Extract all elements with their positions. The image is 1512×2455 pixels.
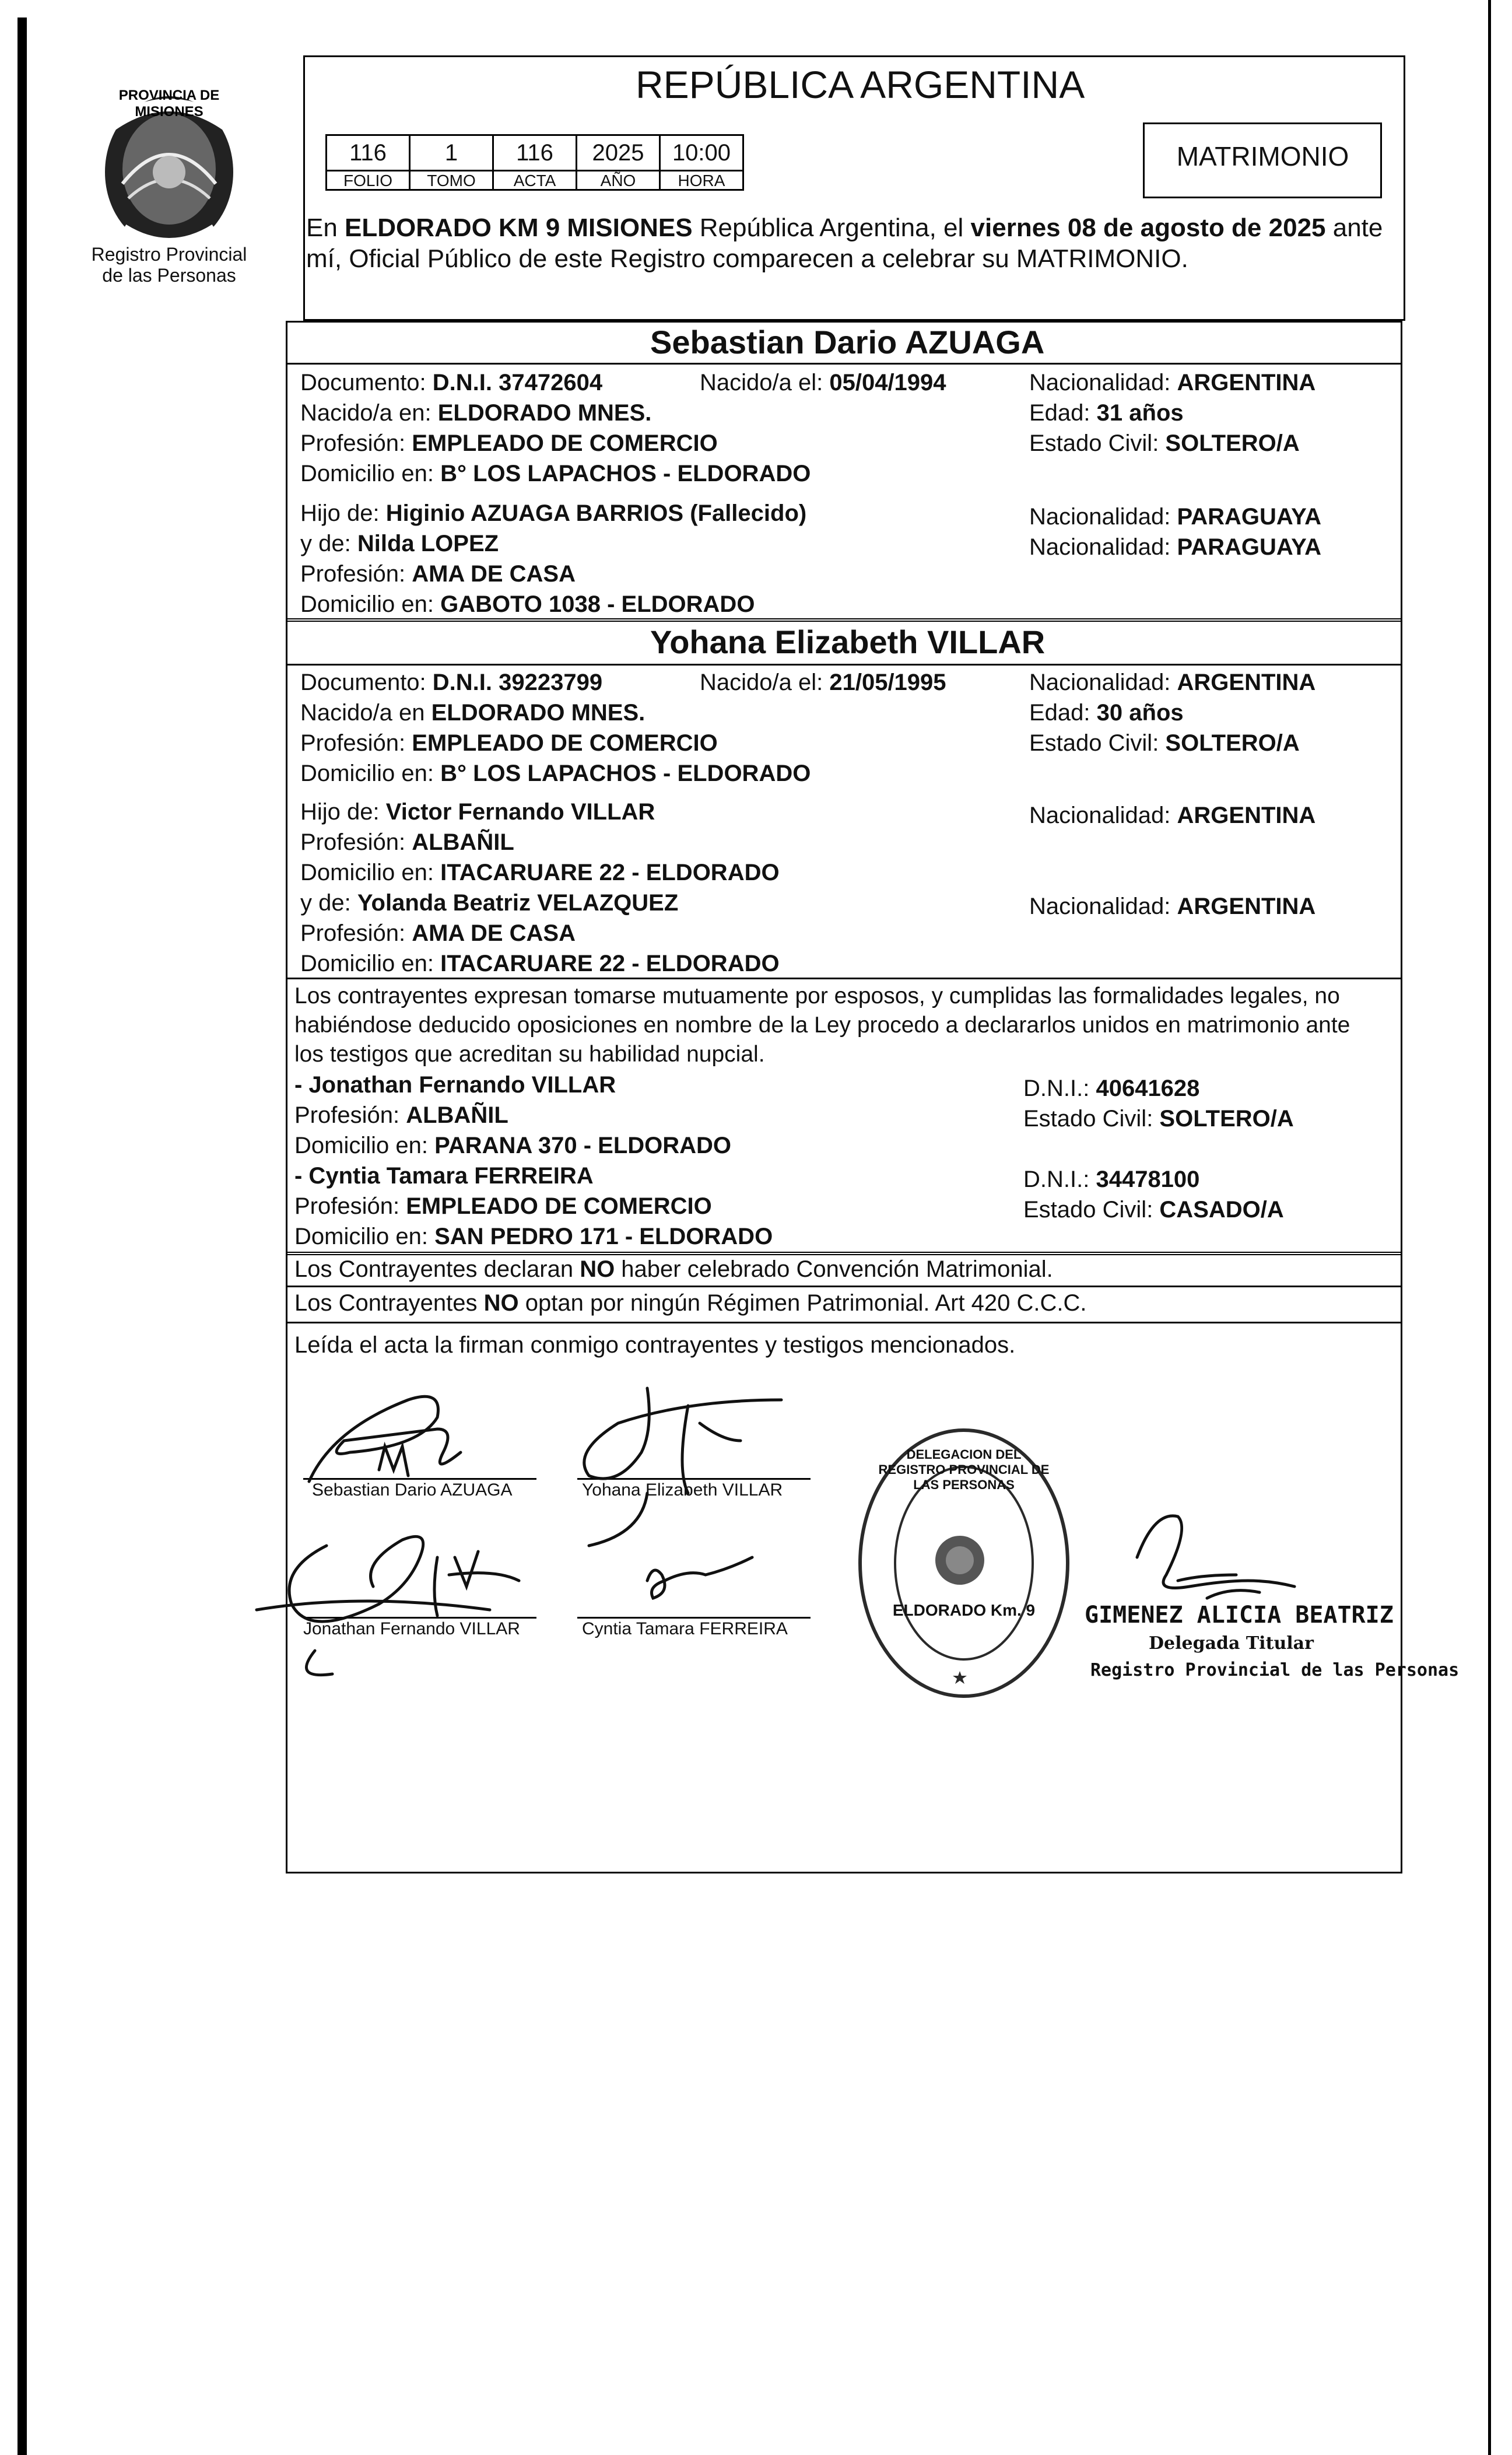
witness1-domicile: Domicilio en: PARANA 370 - ELDORADO	[294, 1133, 732, 1158]
spouse1-civil-status: Estado Civil: SOLTERO/A	[1029, 430, 1300, 456]
witness2-domicile: Domicilio en: SAN PEDRO 171 - ELDORADO	[294, 1224, 773, 1249]
spouse2-birth-date: Nacido/a el: 21/05/1995	[700, 670, 946, 695]
spouse1-nationality: Nacionalidad: ARGENTINA	[1029, 370, 1316, 395]
sig3-label: Jonathan Fernando VILLAR	[303, 1619, 520, 1638]
right-edge-line	[1488, 0, 1491, 2455]
meta-acta-label: ACTA	[492, 170, 577, 191]
spouse2-father-nationality: Nacionalidad: ARGENTINA	[1029, 803, 1316, 828]
witness2-dni: D.N.I.: 34478100	[1023, 1167, 1200, 1192]
meta-tomo-value: 1	[409, 134, 494, 171]
spouse1-mother: y de: Nilda LOPEZ	[300, 531, 499, 556]
spouse2-father-domicile: Domicilio en: ITACARUARE 22 - ELDORADO	[300, 860, 780, 885]
sig1-label: Sebastian Dario AZUAGA	[312, 1480, 513, 1500]
convention-mid-rule	[286, 1286, 1402, 1287]
official-signature-scribble	[1137, 1516, 1295, 1598]
doc-type: MATRIMONIO	[1176, 141, 1349, 171]
declaration-line-1: Los contrayentes expresan tomarse mutuamente por esposos, y cumplidas las formalidades legales, no	[294, 983, 1340, 1008]
spouse1-domicile: Domicilio en: B° LOS LAPACHOS - ELDORADO	[300, 461, 811, 486]
spouse2-domicile: Domicilio en: B° LOS LAPACHOS - ELDORADO	[300, 761, 811, 786]
sig1-scribble	[309, 1396, 461, 1482]
meta-hora-value: 10:00	[659, 134, 744, 171]
spouse1-parents-domicile: Domicilio en: GABOTO 1038 - ELDORADO	[300, 591, 755, 617]
convention-line-1: Los Contrayentes declaran NO haber celebrado Convención Matrimonial.	[294, 1256, 1053, 1282]
spouse2-mother: y de: Yolanda Beatriz VELAZQUEZ	[300, 890, 679, 916]
registry-line-2: de las Personas	[102, 265, 236, 286]
closing-text: Leída el acta la firman conmigo contrayentes y testigos mencionados.	[294, 1332, 1016, 1358]
declaration-line-2: habiéndose deducido oposiciones en nombre de la Ley procedo a declararlos unidos en matrimonio ante	[294, 1013, 1350, 1038]
spouse2-mother-domicile: Domicilio en: ITACARUARE 22 - ELDORADO	[300, 951, 780, 976]
witness2-name: - Cyntia Tamara FERREIRA	[294, 1163, 594, 1189]
spouse1-document: Documento: D.N.I. 37472604	[300, 370, 603, 395]
spouse2-birth-place: Nacido/a en ELDORADO MNES.	[300, 700, 646, 726]
stamp-outer-text: DELEGACION DEL REGISTRO PROVINCIAL DE LAS PERSONAS	[878, 1447, 1050, 1492]
spouse1-name: Sebastian Dario AZUAGA	[650, 324, 1045, 360]
witness1-name: - Jonathan Fernando VILLAR	[294, 1072, 616, 1098]
spouse1-birth-place: Nacido/a en: ELDORADO MNES.	[300, 400, 652, 426]
meta-tomo-label: TOMO	[409, 170, 494, 191]
spouse2-profession: Profesión: EMPLEADO DE COMERCIO	[300, 730, 718, 756]
spouse2-mother-profession: Profesión: AMA DE CASA	[300, 920, 576, 946]
spouse2-top-rule	[286, 618, 1402, 622]
sig2-scribble	[584, 1388, 781, 1493]
witness1-dni: D.N.I.: 40641628	[1023, 1076, 1200, 1101]
declaration-top-rule	[286, 978, 1402, 979]
sig2-label: Yohana Elizabeth VILLAR	[582, 1480, 783, 1500]
spouse2-age: Edad: 30 años	[1029, 700, 1184, 726]
stamp-inner-text: ELDORADO Km. 9	[892, 1601, 1036, 1619]
official-stamp	[856, 1426, 1072, 1700]
meta-folio-value: 116	[325, 134, 411, 171]
convention-line-2: Los Contrayentes NO optan por ningún Régimen Patrimonial. Art 420 C.C.C.	[294, 1290, 1087, 1316]
binding-bar	[17, 17, 27, 2455]
spouse2-name-rule	[286, 664, 1402, 666]
spouse1-parents-profession: Profesión: AMA DE CASA	[300, 561, 576, 587]
spouse1-mother-nationality: Nacionalidad: PARAGUAYA	[1029, 534, 1321, 560]
page-title: REPÚBLICA ARGENTINA	[636, 63, 1085, 106]
intro-line-1: En ELDORADO KM 9 MISIONES República Argentina, el viernes 08 de agosto de 2025 ante	[306, 213, 1383, 242]
spouse2-mother-nationality: Nacionalidad: ARGENTINA	[1029, 894, 1316, 919]
declaration-line-3: los testigos que acreditan su habilidad nupcial.	[294, 1042, 765, 1067]
spouse1-father: Hijo de: Higinio AZUAGA BARRIOS (Fallecido)	[300, 500, 807, 526]
spouse2-father: Hijo de: Victor Fernando VILLAR	[300, 799, 655, 825]
official-name: GIMENEZ ALICIA BEATRIZ	[1085, 1602, 1394, 1629]
spouse1-top-rule	[286, 363, 1402, 365]
meta-folio-label: FOLIO	[325, 170, 411, 191]
witness1-civil-status: Estado Civil: SOLTERO/A	[1023, 1106, 1294, 1132]
spouse2-document: Documento: D.N.I. 39223799	[300, 670, 603, 695]
official-role: Delegada Titular	[1149, 1633, 1314, 1654]
spouse1-birth-date: Nacido/a el: 05/04/1994	[700, 370, 946, 395]
witness2-civil-status: Estado Civil: CASADO/A	[1023, 1197, 1284, 1223]
closing-top-rule	[286, 1322, 1402, 1323]
sig4-label: Cyntia Tamara FERREIRA	[582, 1619, 788, 1638]
intro-line-2: mí, Oficial Público de este Registro comparecen a celebrar su MATRIMONIO.	[306, 244, 1188, 273]
meta-acta-value: 116	[492, 134, 577, 171]
meta-anio-label: AÑO	[576, 170, 661, 191]
spouse2-civil-status: Estado Civil: SOLTERO/A	[1029, 730, 1300, 756]
spouse1-age: Edad: 31 años	[1029, 400, 1184, 426]
spouse2-father-profession: Profesión: ALBAÑIL	[300, 829, 514, 855]
meta-anio-value: 2025	[576, 134, 661, 171]
official-org: Registro Provincial de las Personas	[1090, 1660, 1460, 1680]
witness1-profession: Profesión: ALBAÑIL	[294, 1102, 508, 1128]
province-logo-text: PROVINCIA DE MISIONES	[118, 87, 220, 120]
witness2-profession: Profesión: EMPLEADO DE COMERCIO	[294, 1193, 712, 1219]
spouse1-father-nationality: Nacionalidad: PARAGUAYA	[1029, 504, 1321, 530]
meta-hora-label: HORA	[659, 170, 744, 191]
sig4-scribble	[647, 1557, 752, 1598]
spouse1-profession: Profesión: EMPLEADO DE COMERCIO	[300, 430, 718, 456]
spouse2-name: Yohana Elizabeth VILLAR	[650, 624, 1046, 660]
registry-line-1: Registro Provincial	[91, 244, 247, 265]
spouse2-nationality: Nacionalidad: ARGENTINA	[1029, 670, 1316, 695]
